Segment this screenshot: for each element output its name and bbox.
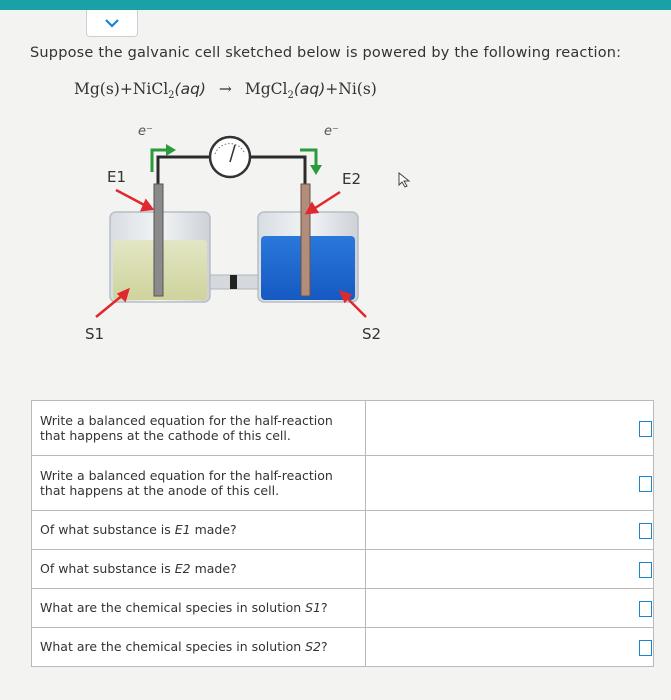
table-row [32, 549, 654, 588]
electrode-e1 [154, 184, 163, 296]
e1-question: Of what substance is E1 made? [32, 510, 366, 549]
anode-answer-input[interactable] [639, 476, 652, 492]
table-row [32, 401, 654, 456]
e1-answer-input[interactable] [639, 523, 652, 539]
table-row [32, 588, 654, 627]
label-s1: S1 [85, 325, 105, 343]
table-row [32, 627, 654, 666]
label-s2: S2 [362, 325, 382, 343]
e2-answer-input[interactable] [639, 562, 652, 578]
question-table [31, 400, 654, 667]
collapse-toggle[interactable] [86, 10, 138, 37]
e2-question: Of what substance is E2 made? [32, 549, 366, 588]
chevron-down-icon [105, 19, 119, 28]
arrowhead-right [310, 165, 322, 175]
mouse-cursor-icon [398, 172, 412, 188]
cathode-answer-input[interactable] [639, 421, 652, 437]
s1-answer-input[interactable] [639, 601, 652, 617]
reactant-1: Mg(s)+NiCl [74, 80, 169, 98]
reaction-arrow: → [218, 80, 232, 98]
cathode-question: Write a balanced equation for the half-reaction that happens at the cathode of this cell. [32, 401, 366, 456]
s2-question: What are the chemical species in solution S2? [32, 627, 366, 666]
salt-bridge-plug [230, 275, 237, 289]
voltmeter-icon [210, 137, 250, 177]
electrode-e2 [301, 184, 310, 296]
electron-flow-arrow-left [152, 150, 168, 172]
product-1: MgCl [244, 80, 288, 98]
s1-question: What are the chemical species in solution S1? [32, 588, 366, 627]
product-2: +Ni(s) [325, 80, 377, 98]
electron-label-left: e⁻ [138, 124, 153, 139]
reaction-equation: Mg(s)+NiCl$_2$(aq) → MgCl$_2$(aq)+Ni(s) [74, 80, 377, 102]
arrowhead-left [166, 144, 176, 156]
table-row [32, 510, 654, 549]
galvanic-cell-diagram [60, 112, 400, 352]
electron-label-right: e⁻ [324, 124, 339, 139]
top-accent-bar [0, 0, 671, 10]
table-row [32, 455, 654, 510]
question-prompt: Suppose the galvanic cell sketched below is powered by the following reaction: [30, 45, 622, 61]
label-e1: E1 [107, 168, 127, 186]
s2-answer-input[interactable] [639, 640, 652, 656]
anode-question: Write a balanced equation for the half-reaction that happens at the anode of this cell. [32, 455, 366, 510]
label-e2: E2 [342, 170, 362, 188]
